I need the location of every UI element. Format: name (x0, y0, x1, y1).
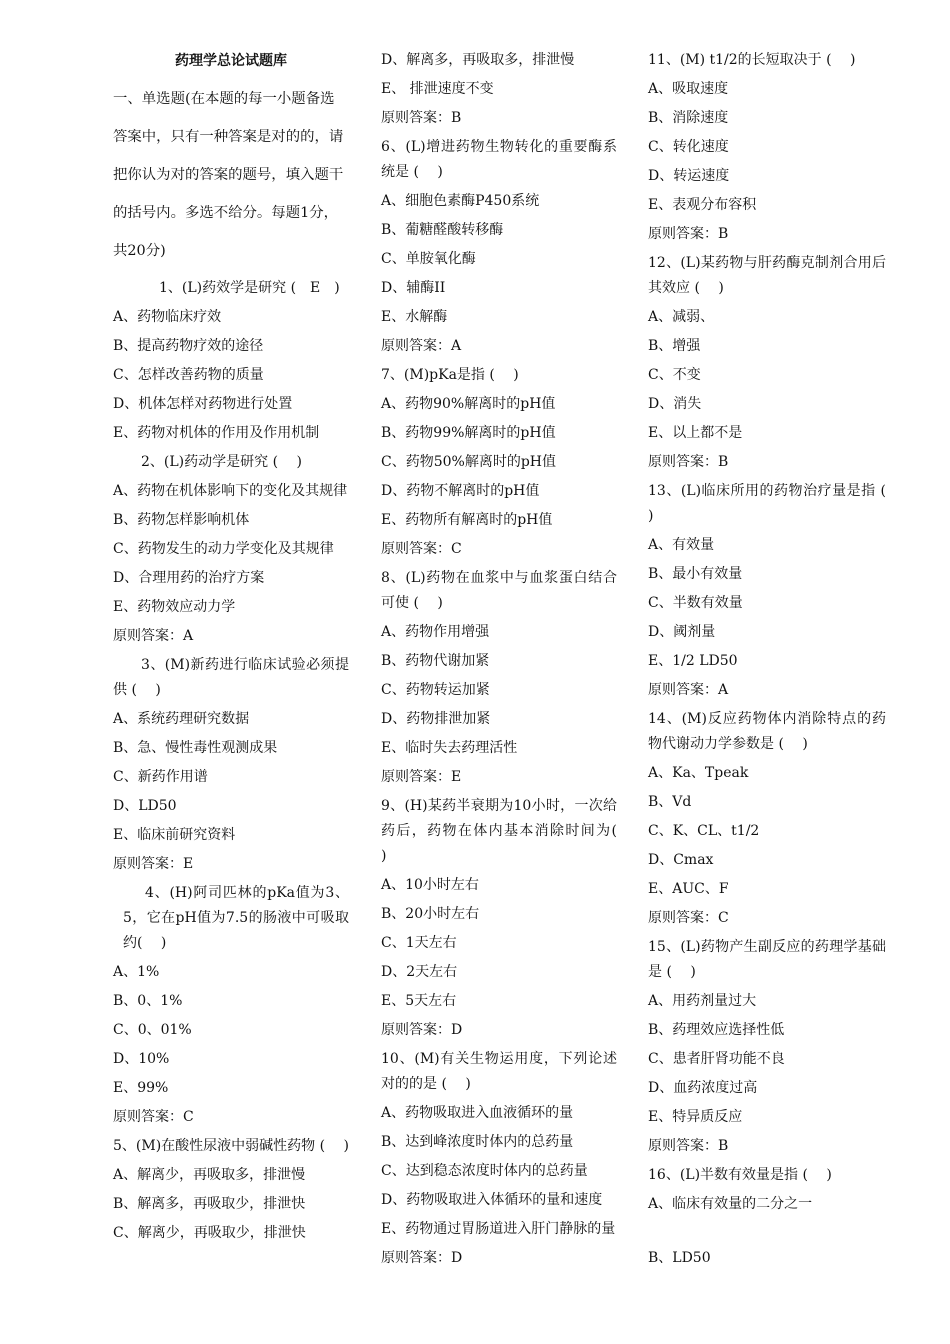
answer-text: 原则答案：D (381, 1250, 463, 1266)
intro-line: 共20分) (113, 243, 166, 259)
option-text: C、单胺氧化酶 (381, 251, 476, 267)
option-text: D、合理用药的治疗方案 (113, 570, 265, 586)
option-text: A、药物90%解离时的pH值 (381, 396, 556, 412)
option-text: B、增强 (648, 338, 701, 354)
option-text: B、消除速度 (648, 110, 729, 126)
option-text: D、药物不解离时的pH值 (381, 483, 540, 499)
intro-line: 一、单选题(在本题的每一小题备选 (113, 91, 335, 107)
option-text: E、药物效应动力学 (113, 599, 236, 615)
column-2 (381, 48, 636, 1275)
answer-text: 原则答案：E (381, 769, 462, 785)
answer-text: 原则答案：A (381, 338, 462, 354)
option-text: D、LD50 (113, 798, 177, 814)
option-text: B、LD50 (648, 1250, 711, 1266)
option-text: C、怎样改善药物的质量 (113, 367, 264, 383)
option-text: E、以上都不是 (648, 425, 743, 441)
question-9: 9、(H)某药半衰期为10小时，一次给药后，药物在体内基本消除时间为( ) (381, 798, 636, 864)
option-text: E、 排泄速度不变 (381, 81, 494, 97)
question-5: 5、(M)在酸性尿液中弱碱性药物 ( ) (113, 1138, 349, 1154)
page-title: 药理学总论试题库 (175, 53, 287, 69)
option-text: A、有效量 (648, 537, 715, 553)
option-text: A、细胞色素酶P450系统 (381, 193, 540, 209)
intro-line: 把你认为对的答案的题号，填入题干 (113, 167, 344, 183)
option-text: C、药物发生的动力学变化及其规律 (113, 541, 334, 557)
answer-text: 原则答案：C (381, 541, 462, 557)
option-text: B、药物99%解离时的pH值 (381, 425, 556, 441)
option-text: A、用药剂量过大 (648, 993, 757, 1009)
option-text: A、系统药理研究数据 (113, 711, 250, 727)
answer-text: 原则答案：B (381, 110, 462, 126)
option-text: B、最小有效量 (648, 566, 743, 582)
option-text: A、解离少，再吸取多，排泄慢 (113, 1167, 306, 1183)
option-text: E、临时失去药理活性 (381, 740, 518, 756)
answer-text: 原则答案：A (113, 628, 194, 644)
question-2: 2、(L)药动学是研究 ( ) (141, 454, 302, 470)
option-text: D、解离多，再吸取多，排泄慢 (381, 52, 575, 68)
option-text: E、药物所有解离时的pH值 (381, 512, 553, 528)
question-16: 16、(L)半数有效量是指 ( ) (648, 1167, 832, 1183)
option-text: A、Ka、Tpeak (648, 765, 749, 781)
option-text: D、药物吸取进入体循环的量和速度 (381, 1192, 603, 1208)
option-text: C、K、CL、t1/2 (648, 823, 760, 839)
option-text: B、葡糖醛酸转移酶 (381, 222, 504, 238)
question-7: 7、(M)pKa是指 ( ) (381, 367, 519, 383)
option-text: D、10% (113, 1051, 170, 1067)
option-text: B、0、1% (113, 993, 183, 1009)
answer-text: 原则答案：E (113, 856, 194, 872)
question-4: 4、(H)阿司匹林的pKa值为3、5，它在pH值为7.5的肠液中可吸取约( ) (123, 885, 349, 951)
intro-line: 的括号内。多选不给分。每题1分， (113, 205, 339, 221)
option-text: D、机体怎样对药物进行处置 (113, 396, 293, 412)
option-text: E、5天左右 (381, 993, 457, 1009)
option-text: A、10小时左右 (381, 877, 479, 893)
answer-text: 原则答案：D (381, 1022, 463, 1038)
option-text: C、解离少，再吸取少，排泄快 (113, 1225, 306, 1241)
question-3: 3、(M)新药进行临床试验必须提供 ( ) (113, 657, 349, 698)
option-text: C、半数有效量 (648, 595, 743, 611)
option-text: D、转运速度 (648, 168, 730, 184)
question-8: 8、(L)药物在血浆中与血浆蛋白结合可使 ( ) (381, 570, 617, 611)
option-text: A、药物作用增强 (381, 624, 490, 640)
option-text: C、药物50%解离时的pH值 (381, 454, 556, 470)
question-1: 1、(L)药效学是研究 ( E ) (159, 280, 340, 296)
option-text: E、特异质反应 (648, 1109, 743, 1125)
option-text: C、0、01% (113, 1022, 192, 1038)
question-11: 11、(M) t1/2的长短取决于 ( ) (648, 52, 856, 68)
answer-text: 原则答案：A (648, 682, 729, 698)
answer-text: 原则答案：B (648, 454, 729, 470)
option-text: B、药理效应选择性低 (648, 1022, 785, 1038)
option-text: B、解离多，再吸取少，排泄快 (113, 1196, 306, 1212)
answer-text: 原则答案：B (648, 226, 729, 242)
option-text: C、达到稳态浓度时体内的总药量 (381, 1163, 588, 1179)
option-text: D、阈剂量 (648, 624, 716, 640)
option-text: E、1/2 LD50 (648, 653, 738, 669)
question-13: 13、(L)临床所用的药物治疗量是指 ( ) (648, 483, 905, 524)
option-text: B、20小时左右 (381, 906, 480, 922)
option-text: E、水解酶 (381, 309, 448, 325)
option-text: A、临床有效量的二分之一 (648, 1196, 813, 1212)
question-12: 12、(L)某药物与肝药酶克制剂合用后其效应 ( ) (648, 255, 886, 296)
answer-text: 原则答案：C (648, 910, 729, 926)
option-text: C、患者肝肾功能不良 (648, 1051, 785, 1067)
option-text: E、AUC、F (648, 881, 729, 897)
option-text: D、Cmax (648, 852, 714, 868)
option-text: B、Vd (648, 794, 692, 810)
question-15: 15、(L)药物产生副反应的药理学基础是 ( ) (648, 939, 886, 980)
option-text: A、药物吸取进入血液循环的量 (381, 1105, 574, 1121)
question-14: 14、(M)反应药物体内消除特点的药物代谢动力学参数是 ( ) (648, 711, 886, 752)
option-text: E、表观分布容积 (648, 197, 757, 213)
intro-line: 答案中，只有一种答案是对的的，请 (113, 129, 344, 145)
option-text: D、辅酶II (381, 280, 446, 296)
option-text: B、药物怎样影响机体 (113, 512, 250, 528)
question-6: 6、(L)增进药物生物转化的重要酶系统是 ( ) (381, 139, 617, 180)
column-1 (113, 48, 349, 1250)
option-text: E、药物通过胃肠道进入肝门静脉的量 (381, 1221, 616, 1237)
option-text: C、不变 (648, 367, 701, 383)
option-text: E、临床前研究资料 (113, 827, 236, 843)
answer-text: 原则答案：B (648, 1138, 729, 1154)
option-text: C、转化速度 (648, 139, 729, 155)
option-text: D、2天左右 (381, 964, 458, 980)
option-text: A、减弱、 (648, 309, 715, 325)
option-text: C、新药作用谱 (113, 769, 208, 785)
option-text: D、药物排泄加紧 (381, 711, 491, 727)
option-text: C、1天左右 (381, 935, 457, 951)
answer-text: 原则答案：C (113, 1109, 194, 1125)
option-text: A、吸取速度 (648, 81, 729, 97)
intro-block (113, 80, 349, 270)
option-text: D、血药浓度过高 (648, 1080, 758, 1096)
option-text: B、达到峰浓度时体内的总药量 (381, 1134, 574, 1150)
option-text: E、99% (113, 1080, 169, 1096)
option-text: A、药物临床疗效 (113, 309, 222, 325)
question-10: 10、(M)有关生物运用度，下列论述对的的是 ( ) (381, 1051, 617, 1092)
column-3 (648, 48, 905, 1275)
blank-gap (648, 1221, 886, 1246)
option-text: E、药物对机体的作用及作用机制 (113, 425, 320, 441)
option-text: B、急、慢性毒性观测成果 (113, 740, 278, 756)
option-text: A、药物在机体影响下的变化及其规律 (113, 483, 348, 499)
option-text: B、药物代谢加紧 (381, 653, 490, 669)
option-text: A、1% (113, 964, 160, 980)
option-text: B、提高药物疗效的途径 (113, 338, 264, 354)
option-text: D、消失 (648, 396, 702, 412)
option-text: C、药物转运加紧 (381, 682, 490, 698)
